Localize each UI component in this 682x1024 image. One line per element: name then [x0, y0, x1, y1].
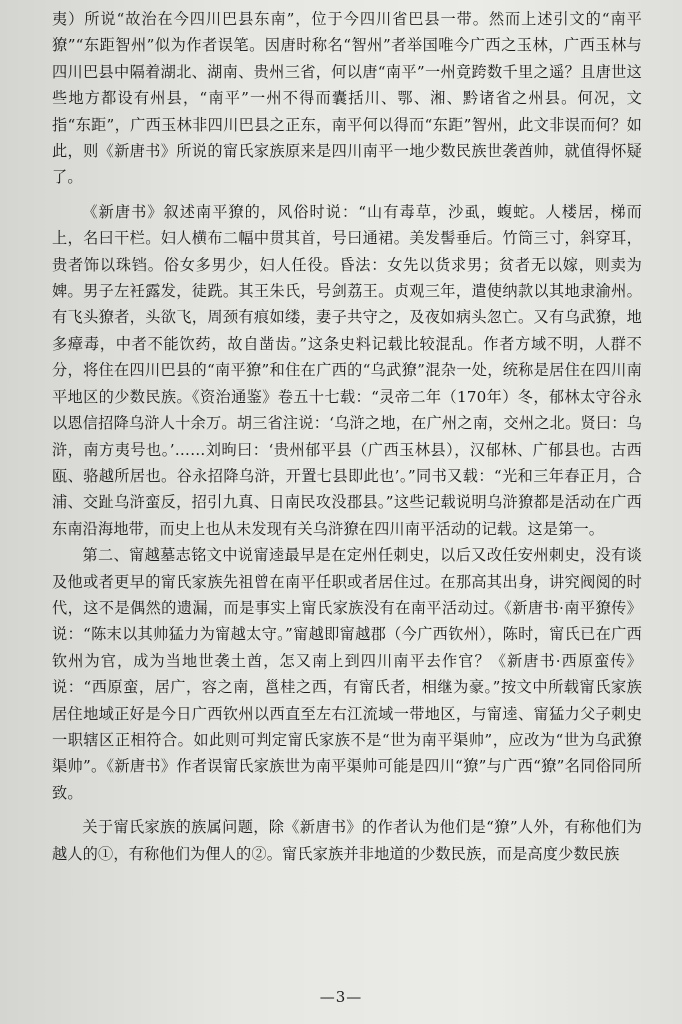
paragraph-2: 《新唐书》叙述南平獠的，风俗时说：“山有毒草，沙虱，蝮蛇。人楼居，梯而上，名曰干栏。妇人横布二幅中贯其首，号曰通裙。美发髻垂后。竹筒三寸，斜穿耳，贵者饰以珠铛。俗女多男少，妇人任役。昏法：女先以货求男；贫者无以嫁，则卖为婢。男子左衽露发，徒跣。其王朱氏，号剑荔王。贞观三年，遣使纳款以其地隶渝州。有飞头獠者，头欲飞，周颈有痕如缕，妻子共守之，及夜如病头忽亡。又有乌武獠，地多瘴毒，中者不能饮药，故自凿齿。”这条史料记载比较混乱。作者方域不明，人群不分，将住在四川巴县的“南平獠”和住在广西的“乌武獠”混杂一处，统称是居住在四川南平地区的少数民族。《资治通鉴》卷五十七载：“灵帝二年（170年）冬，郁林太守谷永以恩信招降乌浒人十余万。胡三省注说：‘乌浒之地，在广州之南，交州之北。贤曰：乌浒，南方夷号也。’……刘昫曰：‘贵州郁平县（广西玉林县），汉郁林、广郁县也。古西瓯、骆越所居也。谷永招降乌浒，开置七县即此也’。”同书又载：“光和三年春正月，合浦、交趾乌浒蛮反，招引九真、日南民攻没郡县。”这些记载说明乌浒獠都是活动在广西东南沿海地带，而史上也从未发现有关乌浒獠在四川南平活动的记载。这是第一。: [52, 202, 642, 538]
paragraph-3: 第二、甯越墓志铭文中说甯逵最早是在定州任刺史，以后又改任安州刺史，没有谈及他或者更早的甯氏家族先祖曾在南平任职或者居住过。在那高其出身，讲究阀阅的时代，这不是偶然的遗漏，而是事实上甯氏家族没有在南平活动过。《新唐书·南平獠传》说：“陈末以其帅猛力为甯越太守。”甯越即甯越郡（今广西钦州），陈时，甯氏已在广西钦州为官，成为当地世袭土酋，怎又南上到四川南平去作官？《新唐书·西原蛮传》说：“西原蛮，居广，容之南，邕桂之西，有甯氏者，相继为豪。”按文中所载甯氏家族居住地域正好是今日广西钦州以西直至左右江流域一带地区，与甯逵、甯猛力父子刺史一职辖区正相符合。如此则可判定甯氏家族不是“世为南平渠帅”，应改为“世为乌武獠渠帅”。《新唐书》作者误甯氏家族世为南平渠帅可能是四川“獠”与广西“獠”名同俗同所致。: [52, 546, 642, 802]
page-number: —3—: [319, 988, 363, 1006]
paragraph-1: 夷）所说“故治在今四川巴县东南”，位于今四川省巴县一带。然而上述引文的“南平獠”“东距智州”似为作者误笔。因唐时称名“智州”者举国唯今广西之玉林，广西玉林与四川巴县中隔着湖北、湖南、贵州三省，何以唐“南平”一州竟跨数千里之遥？且唐世这些地方都设有州县，“南平”一州不得而囊括川、鄂、湘、黔诸省之州县。何况，文指“东距”，广西玉林非四川巴县之正东，南平何以得而“东距”智州，此文非误而何？如此，则《新唐书》所说的甯氏家族原来是四川南平一地少数民族世袭酋帅，就值得怀疑了。: [52, 10, 642, 187]
paragraph-4: 关于甯氏家族的族属问题，除《新唐书》的作者认为他们是“獠”人外，有称他们为越人的①，有称他们为俚人的②。甯氏家族并非地道的少数民族，而是高度少数民族: [52, 818, 642, 863]
